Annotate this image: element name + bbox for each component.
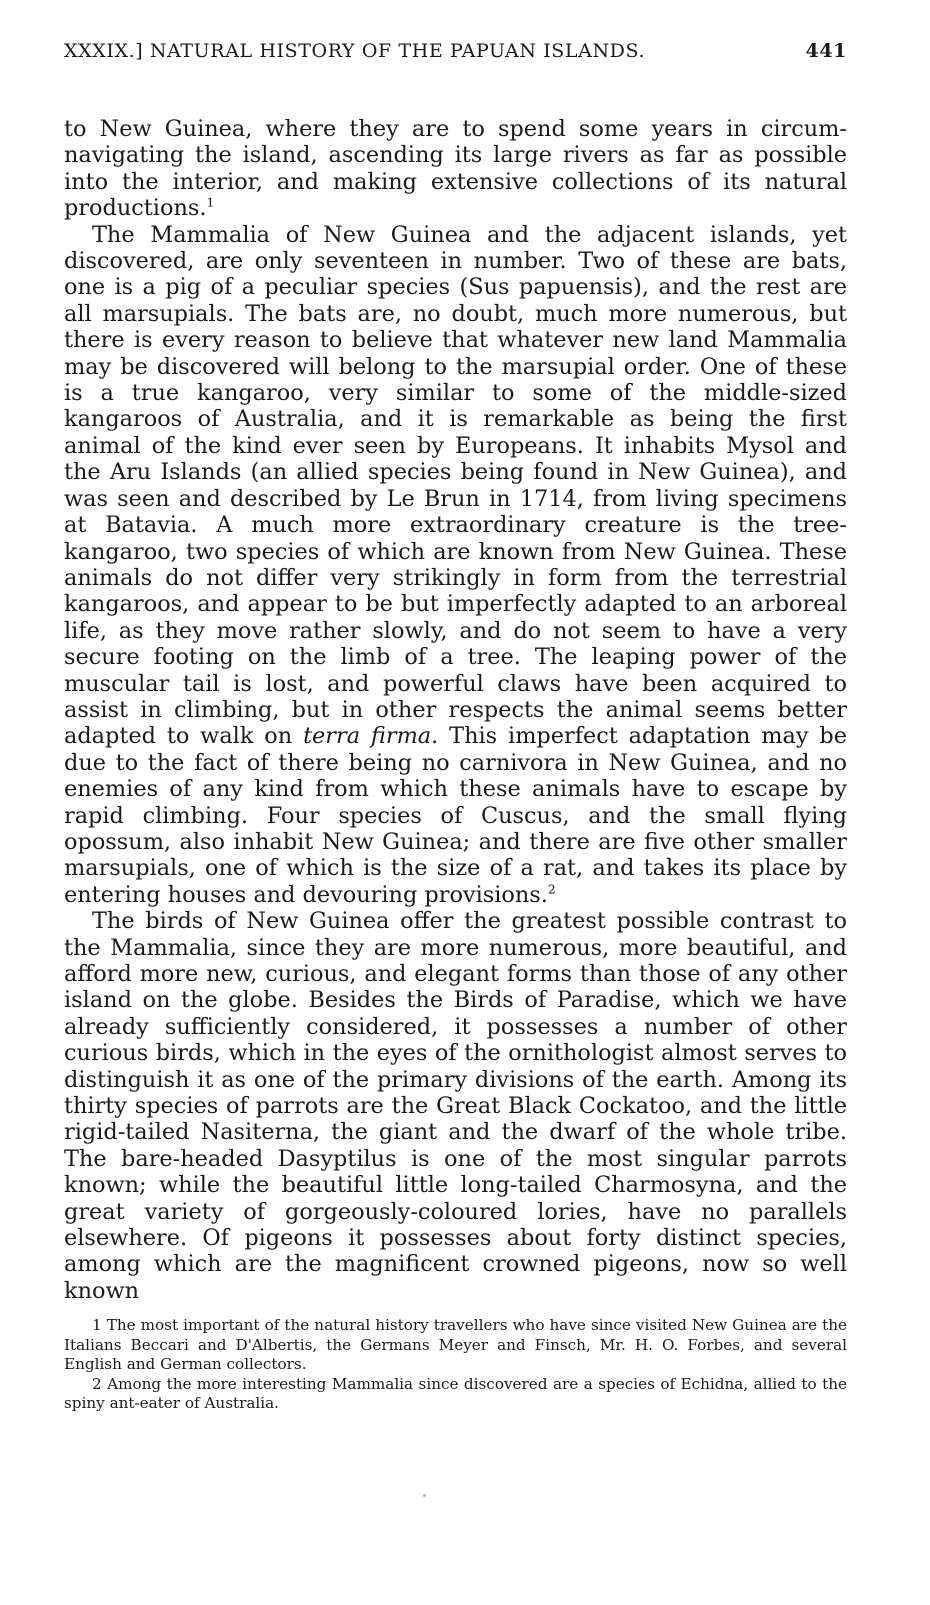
page-speck [423, 1494, 426, 1497]
italic-term: terra firma. [303, 723, 439, 750]
book-page [64, 40, 847, 1413]
footnote-2: 2 Among the more interesting Mammalia since discovered are a species of Echidna, allied to the spiny ant-eater of Australia. [64, 1374, 847, 1412]
running-header [64, 40, 847, 80]
paragraph-mammalia [64, 222, 847, 909]
chapter-number: XXXIX.] [64, 40, 144, 62]
paragraph-text: to New Guinea, where they are to spend some years in circumnavigating the island, ascending its large rivers as far as possible into the interior, and making extensive collections of its natural productions. [64, 116, 847, 222]
page-number: 441 [805, 40, 847, 62]
footnotes [64, 1316, 847, 1413]
paragraph-text: This imperfect adaptation may be due to the fact of there being no carnivora in New Guinea, and no enemies of any kind from which these animals have to escape by rapid climbing. Four species of Cuscus, and the small flying opossum, also inhabit New Guinea; and there are five other smaller marsupials, one of which is the size of a rat, and takes its place by entering houses and devouring provisions. [64, 723, 847, 908]
running-title [64, 40, 645, 62]
paragraph-text: The birds of New Guinea offer the greatest possible contrast to the Mammalia, since they are more numerous, more beautiful, and afford more new, curious, and elegant forms than those of any other island on the globe. Besides the Birds of Paradise, which we have already sufficiently considered, it possesses a number of other curious birds, which in the eyes of the ornithologist almost serves to distinguish it as one of the primary divisions of the earth. Among its thirty species of parrots are the Great Black Cockatoo, and the little rigid-tailed Nasiterna, the giant and the dwarf of the whole tribe. The bare-headed Dasyptilus is one of the most singular parrots known; while the beautiful little long-tailed Charmosyna, and the great variety of gorgeously-coloured lories, have no parallels elsewhere. Of pigeons it possesses about forty distinct species, among which are the magnificent crowned pigeons, now so well known [64, 908, 847, 1304]
footnote-1: 1 The most important of the natural history travellers who have since visited New Guinea are the Italians Beccari and D'Albertis, the Germans Meyer and Finsch, Mr. H. O. Forbes, and several English and German collectors. [64, 1316, 847, 1374]
header-title: NATURAL HISTORY OF THE PAPUAN ISLANDS. [149, 40, 646, 62]
main-text [64, 116, 847, 1304]
footnote-ref: 1 [206, 195, 215, 210]
paragraph-continued [64, 116, 847, 222]
paragraph-text: The Mammalia of New Guinea and the adjacent islands, yet discovered, are only seventeen in number. Two of these are bats, one is a pig of a peculiar species (Sus papuensis), and the rest are all marsupials. The bats are, no doubt, much more numerous, but there is every reason to believe that whatever new land Mammalia may be discovered will belong to the marsupial order. One of these is a true kangaroo, very similar to some of the middle-sized kangaroos of Australia, and it is remarkable as being the first animal of the kind ever seen by Europeans. It inhabits Mysol and the Aru Islands (an allied species being found in New Guinea), and was seen and described by Le Brun in 1714, from living specimens at Batavia. A much more extraordinary creature is the tree-kangaroo, two species of which are known from New Guinea. These animals do not differ very strikingly in form from the terrestrial kangaroos, and appear to be but imperfectly adapted to an arboreal life, as they move rather slowly, and do not seem to have a very secure footing on the limb of a tree. The leaping power of the muscular tail is lost, and powerful claws have been acquired to assist in climbing, but in other respects the animal seems better adapted to walk on [64, 221, 847, 750]
footnote-ref: 2 [547, 882, 556, 897]
paragraph-birds [64, 908, 847, 1304]
